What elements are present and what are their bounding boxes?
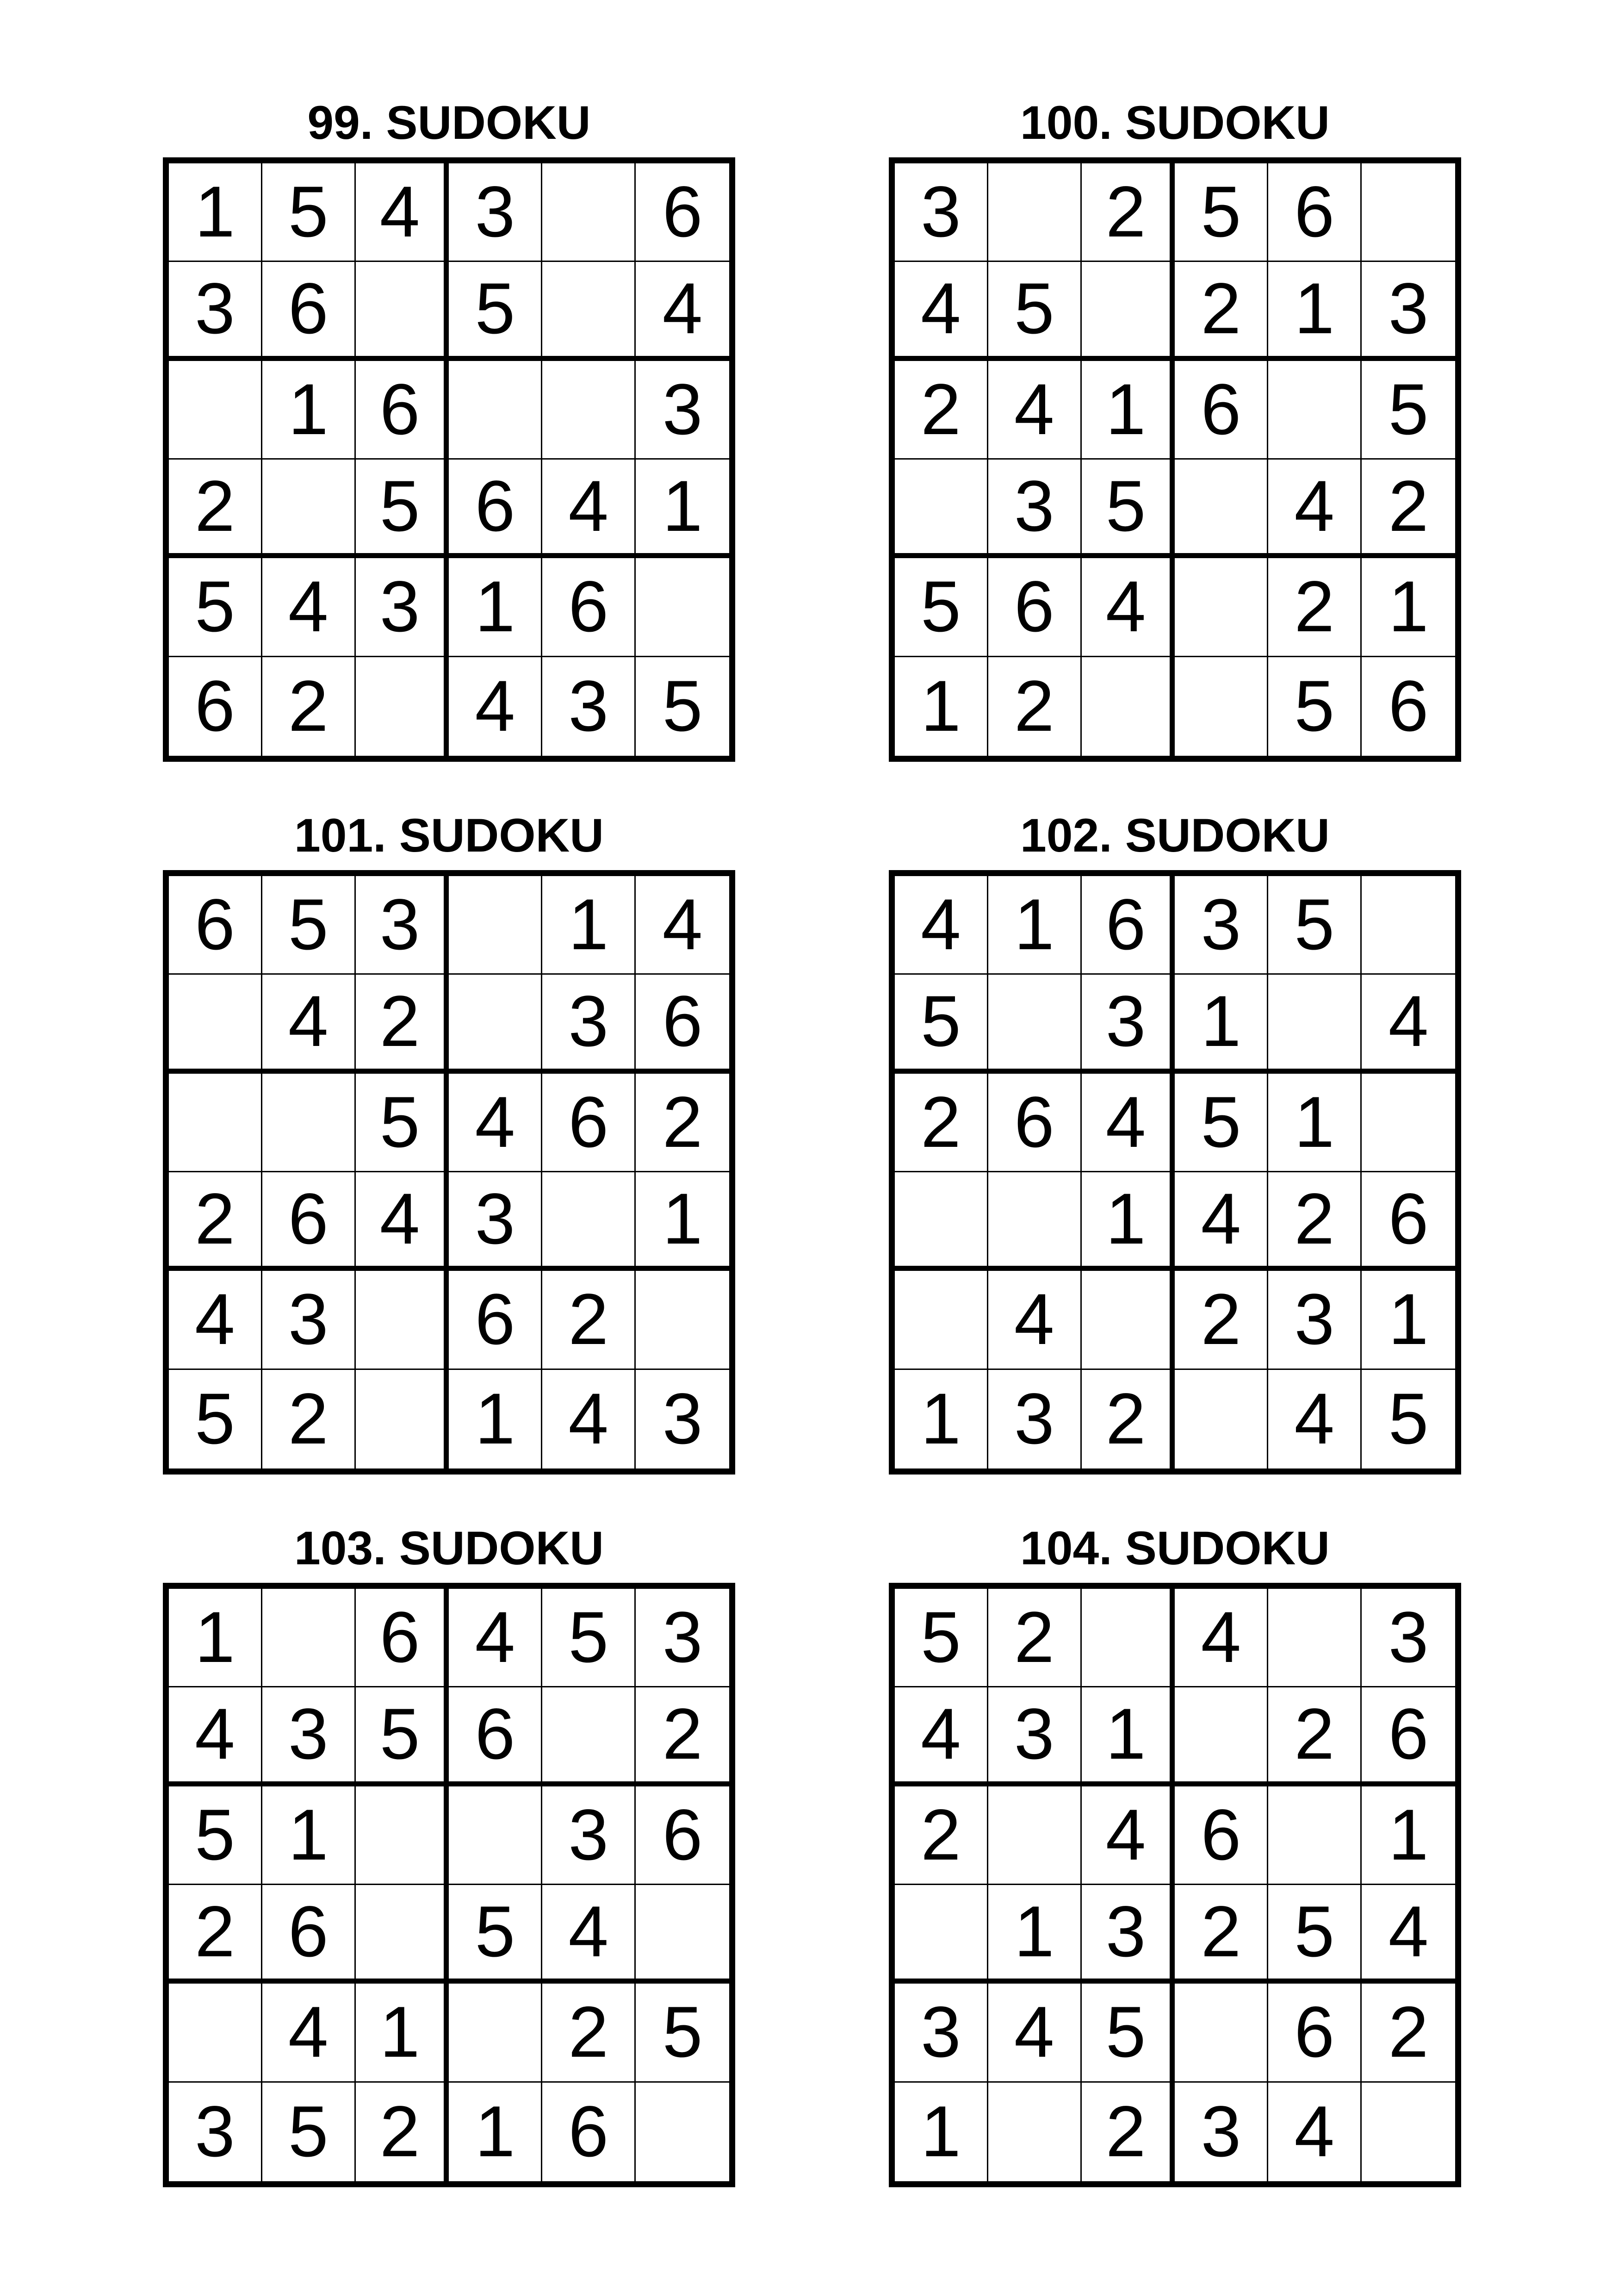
sudoku-cell: 1: [542, 876, 636, 975]
sudoku-cell: 6: [1175, 1786, 1268, 1885]
sudoku-cell: [449, 1984, 542, 2082]
sudoku-cell: 5: [262, 2083, 356, 2181]
sudoku-cell: 6: [542, 1074, 636, 1172]
sudoku-cell: 5: [169, 1786, 262, 1885]
sudoku-cell: 4: [895, 1687, 988, 1786]
sudoku-cell: [1082, 1589, 1175, 1687]
sudoku-cell: [895, 460, 988, 558]
sudoku-grid: [889, 870, 1461, 1475]
sudoku-cell: 4: [1175, 1172, 1268, 1271]
sudoku-cell: 6: [636, 163, 729, 262]
sudoku-cell: [169, 361, 262, 460]
sudoku-cell: [1175, 1984, 1268, 2082]
sudoku-cell: [1268, 975, 1362, 1073]
sudoku-cell: 6: [169, 876, 262, 975]
sudoku-cell: 5: [262, 163, 356, 262]
sudoku-cell: 1: [1082, 361, 1175, 460]
sudoku-cell: 3: [988, 1370, 1082, 1468]
sudoku-cell: 6: [356, 361, 449, 460]
sudoku-cell: 5: [1388, 1379, 1429, 1460]
sudoku-cell: 6: [449, 1687, 542, 1786]
puzzle-title: 100. SUDOKU: [1020, 96, 1330, 149]
sudoku-cell: 2: [988, 1589, 1082, 1687]
sudoku-grid: [889, 1583, 1461, 2187]
sudoku-cell: 3: [542, 657, 636, 756]
sudoku-cell: [169, 975, 262, 1073]
sudoku-cell: [1268, 1589, 1362, 1687]
sudoku-cell: 2: [636, 1074, 729, 1172]
sudoku-cell: 2: [542, 1271, 636, 1369]
sudoku-cell: 1: [1268, 262, 1362, 361]
sudoku-cell: 2: [895, 1074, 988, 1172]
puzzle-title: 104. SUDOKU: [1020, 1522, 1330, 1574]
sudoku-cell: [449, 361, 542, 460]
sudoku-cell: [1362, 876, 1455, 975]
sudoku-cell: 1: [1362, 558, 1455, 657]
sudoku-cell: [542, 1687, 636, 1786]
sudoku-cell: 1: [262, 1786, 356, 1885]
sudoku-cell: [1082, 657, 1175, 756]
sudoku-cell: 6: [1388, 666, 1429, 747]
sudoku-cell: 4: [1268, 460, 1362, 558]
sudoku-cell: 2: [1362, 460, 1455, 558]
sudoku-cell: 2: [262, 657, 356, 756]
sudoku-cell: 2: [1268, 558, 1362, 657]
sudoku-cell: 1: [449, 2083, 542, 2181]
sudoku-cell: 1: [895, 2083, 988, 2181]
sudoku-cell: 6: [542, 558, 636, 657]
sudoku-cell: 1: [449, 558, 542, 657]
sudoku-cell: 4: [1082, 1074, 1175, 1172]
sudoku-cell: 4: [262, 558, 356, 657]
sudoku-cell: 4: [449, 1589, 542, 1687]
sudoku-cell: [1082, 1271, 1175, 1369]
sudoku-cell: 5: [1268, 1885, 1362, 1984]
sudoku-cell: [169, 1984, 262, 2082]
sudoku-cell: [895, 1172, 988, 1271]
sudoku-cell: 4: [1268, 1370, 1362, 1468]
sudoku-cell: 6: [262, 1885, 356, 1984]
sudoku-cell: 1: [636, 460, 729, 558]
sudoku-cell: [895, 1885, 988, 1984]
sudoku-cell: 3: [662, 1379, 703, 1460]
sudoku-cell: 5: [636, 1984, 729, 2082]
sudoku-cell: 6: [1362, 1172, 1455, 1271]
sudoku-cell: [449, 1786, 542, 1885]
sudoku-grid: [163, 1583, 735, 2187]
sudoku-cell: 5: [356, 1687, 449, 1786]
sudoku-cell: [1175, 460, 1268, 558]
sudoku-cell: 5: [988, 262, 1082, 361]
sudoku-cell: [169, 1074, 262, 1172]
sudoku-grid: [163, 157, 735, 762]
sudoku-grid: [163, 870, 735, 1475]
sudoku-cell: [1175, 1687, 1268, 1786]
sudoku-cell: 6: [1268, 163, 1362, 262]
sudoku-cell: [988, 163, 1082, 262]
sudoku-cell: 3: [988, 460, 1082, 558]
sudoku-cell: 2: [1268, 1172, 1362, 1271]
sudoku-cell: 4: [1362, 975, 1455, 1073]
sudoku-cell: 5: [895, 975, 988, 1073]
sudoku-cell: 1: [988, 876, 1082, 975]
sudoku-cell: 4: [988, 361, 1082, 460]
sudoku-cell: 5: [356, 1074, 449, 1172]
sudoku-cell: 3: [542, 1786, 636, 1885]
sudoku-cell: [1362, 163, 1455, 262]
sudoku-cell: 3: [636, 1589, 729, 1687]
sudoku-cell: [262, 460, 356, 558]
sudoku-cell: 2: [1175, 1885, 1268, 1984]
sudoku-cell: 1: [169, 1589, 262, 1687]
sudoku-cell: 4: [1082, 1786, 1175, 1885]
sudoku-cell: 2: [1082, 2083, 1175, 2181]
sudoku-cell: 5: [1268, 876, 1362, 975]
sudoku-cell: [636, 1271, 729, 1369]
sudoku-cell: 3: [262, 1687, 356, 1786]
sudoku-cell: 2: [1082, 1370, 1175, 1468]
sudoku-cell: [262, 1589, 356, 1687]
sudoku-cell: 4: [262, 1984, 356, 2082]
sudoku-cell: 1: [1082, 1172, 1175, 1271]
sudoku-cell: 5: [169, 1370, 262, 1468]
sudoku-cell: [356, 1786, 449, 1885]
sudoku-cell: 5: [895, 558, 988, 657]
sudoku-cell: 5: [662, 666, 703, 747]
sudoku-cell: 2: [356, 975, 449, 1073]
sudoku-cell: 3: [356, 876, 449, 975]
sudoku-cell: 4: [542, 1885, 636, 1984]
sudoku-cell: 3: [895, 1984, 988, 2082]
sudoku-cell: 1: [895, 657, 988, 756]
sudoku-cell: [542, 163, 636, 262]
sudoku-cell: 3: [449, 1172, 542, 1271]
sudoku-cell: [356, 1271, 449, 1369]
sudoku-cell: [988, 2083, 1082, 2181]
sudoku-cell: 3: [1268, 1271, 1362, 1369]
sudoku-cell: [988, 975, 1082, 1073]
sudoku-cell: 2: [169, 460, 262, 558]
sudoku-cell: [1175, 558, 1268, 657]
sudoku-cell: [895, 1271, 988, 1369]
sudoku-cell: 1: [449, 1370, 542, 1468]
sudoku-cell: 4: [262, 975, 356, 1073]
sudoku-cell: 3: [988, 1687, 1082, 1786]
sudoku-cell: 1: [1268, 1074, 1362, 1172]
sudoku-cell: [356, 1370, 449, 1468]
sudoku-cell: 4: [356, 1172, 449, 1271]
sudoku-cell: 2: [1082, 163, 1175, 262]
sudoku-cell: 3: [262, 1271, 356, 1369]
sudoku-cell: 3: [636, 361, 729, 460]
sudoku-cell: 3: [356, 558, 449, 657]
sudoku-cell: [356, 1885, 449, 1984]
sudoku-cell: 1: [636, 1172, 729, 1271]
sudoku-cell: 5: [262, 876, 356, 975]
sudoku-cell: 2: [1362, 1984, 1455, 2082]
sudoku-cell: [542, 361, 636, 460]
sudoku-cell: [1082, 262, 1175, 361]
sudoku-cell: 3: [542, 975, 636, 1073]
sudoku-cell: 2: [1175, 1271, 1268, 1369]
sudoku-cell: 4: [449, 1074, 542, 1172]
sudoku-cell: 4: [988, 1271, 1082, 1369]
sudoku-cell: 5: [1082, 460, 1175, 558]
sudoku-cell: 5: [449, 1885, 542, 1984]
sudoku-cell: 4: [988, 1984, 1082, 2082]
sudoku-cell: 2: [169, 1172, 262, 1271]
sudoku-cell: 4: [1175, 1589, 1268, 1687]
sudoku-cell: 6: [262, 1172, 356, 1271]
sudoku-cell: 6: [1268, 1984, 1362, 2082]
sudoku-cell: 4: [449, 657, 542, 756]
sudoku-cell: 4: [1362, 1885, 1455, 1984]
sudoku-cell: [1268, 1786, 1362, 1885]
sudoku-cell: 4: [356, 163, 449, 262]
sudoku-cell: 5: [1175, 163, 1268, 262]
sudoku-cell: [1175, 657, 1268, 756]
sudoku-cell: [636, 2083, 729, 2181]
sudoku-cell: 1: [262, 361, 356, 460]
sudoku-cell: 4: [895, 262, 988, 361]
sudoku-cell: 5: [542, 1589, 636, 1687]
sudoku-cell: 4: [169, 1271, 262, 1369]
sudoku-cell: 1: [895, 1370, 988, 1468]
sudoku-cell: 1: [1362, 1786, 1455, 1885]
sudoku-cell: 3: [1362, 262, 1455, 361]
sudoku-cell: [356, 262, 449, 361]
sudoku-cell: 4: [636, 876, 729, 975]
sudoku-cell: 6: [1175, 361, 1268, 460]
puzzle-title: 103. SUDOKU: [294, 1522, 604, 1574]
sudoku-cell: 5: [449, 262, 542, 361]
sudoku-cell: 3: [169, 2083, 262, 2181]
sudoku-cell: 6: [1082, 876, 1175, 975]
sudoku-cell: 2: [542, 1984, 636, 2082]
sudoku-cell: 3: [895, 163, 988, 262]
sudoku-cell: [1362, 2083, 1455, 2181]
sudoku-cell: 6: [449, 1271, 542, 1369]
sudoku-cell: 3: [449, 163, 542, 262]
sudoku-cell: 5: [1175, 1074, 1268, 1172]
sudoku-cell: [988, 1172, 1082, 1271]
sudoku-cell: 6: [356, 1589, 449, 1687]
sudoku-cell: 4: [542, 460, 636, 558]
sudoku-cell: 5: [169, 558, 262, 657]
sudoku-cell: [636, 1885, 729, 1984]
sudoku-cell: [449, 876, 542, 975]
sudoku-cell: 3: [169, 262, 262, 361]
sudoku-cell: 6: [636, 975, 729, 1073]
sudoku-cell: 4: [895, 876, 988, 975]
sudoku-cell: 3: [1082, 975, 1175, 1073]
sudoku-cell: [988, 1786, 1082, 1885]
sudoku-cell: 2: [895, 361, 988, 460]
sudoku-cell: 4: [1268, 2083, 1362, 2181]
sudoku-cell: 6: [636, 1786, 729, 1885]
sudoku-cell: 2: [988, 657, 1082, 756]
sudoku-cell: 2: [262, 1370, 356, 1468]
sudoku-cell: 3: [1362, 1589, 1455, 1687]
sudoku-cell: 5: [1082, 1984, 1175, 2082]
sudoku-cell: 4: [1082, 558, 1175, 657]
sudoku-cell: [449, 975, 542, 1073]
sudoku-cell: 2: [356, 2083, 449, 2181]
sudoku-cell: 1: [1175, 975, 1268, 1073]
sudoku-cell: [356, 657, 449, 756]
sudoku-cell: 4: [636, 262, 729, 361]
sudoku-cell: 5: [895, 1589, 988, 1687]
sudoku-cell: [542, 262, 636, 361]
puzzle-title: 102. SUDOKU: [1020, 809, 1330, 862]
sudoku-cell: [542, 1172, 636, 1271]
sudoku-cell: 6: [262, 262, 356, 361]
sudoku-cell: 6: [988, 1074, 1082, 1172]
sudoku-cell: 5: [356, 460, 449, 558]
sudoku-cell: 3: [1082, 1885, 1175, 1984]
sudoku-cell: 1: [169, 163, 262, 262]
sudoku-cell: 5: [1268, 657, 1362, 756]
sudoku-cell: 2: [636, 1687, 729, 1786]
sudoku-cell: [1175, 1370, 1268, 1468]
sudoku-cell: 2: [1175, 262, 1268, 361]
sudoku-cell: 1: [356, 1984, 449, 2082]
sudoku-cell: 6: [542, 2083, 636, 2181]
sudoku-cell: [1362, 1074, 1455, 1172]
sudoku-cell: 1: [988, 1885, 1082, 1984]
sudoku-cell: 6: [449, 460, 542, 558]
sudoku-grid: [889, 157, 1461, 762]
sudoku-cell: 1: [1362, 1271, 1455, 1369]
sudoku-cell: 3: [1175, 2083, 1268, 2181]
sudoku-cell: 4: [542, 1370, 636, 1468]
sudoku-cell: 3: [1175, 876, 1268, 975]
puzzle-title: 101. SUDOKU: [294, 809, 604, 862]
sudoku-cell: 2: [895, 1786, 988, 1885]
sudoku-cell: 4: [169, 1687, 262, 1786]
puzzle-title: 99. SUDOKU: [307, 96, 591, 149]
sudoku-cell: [636, 558, 729, 657]
sudoku-cell: 5: [1362, 361, 1455, 460]
sudoku-cell: [262, 1074, 356, 1172]
sudoku-cell: [1268, 361, 1362, 460]
sudoku-cell: 6: [1362, 1687, 1455, 1786]
sudoku-cell: 6: [988, 558, 1082, 657]
sudoku-cell: 1: [1082, 1687, 1175, 1786]
sudoku-cell: 2: [1268, 1687, 1362, 1786]
sudoku-cell: 2: [169, 1885, 262, 1984]
sudoku-cell: 6: [169, 657, 262, 756]
